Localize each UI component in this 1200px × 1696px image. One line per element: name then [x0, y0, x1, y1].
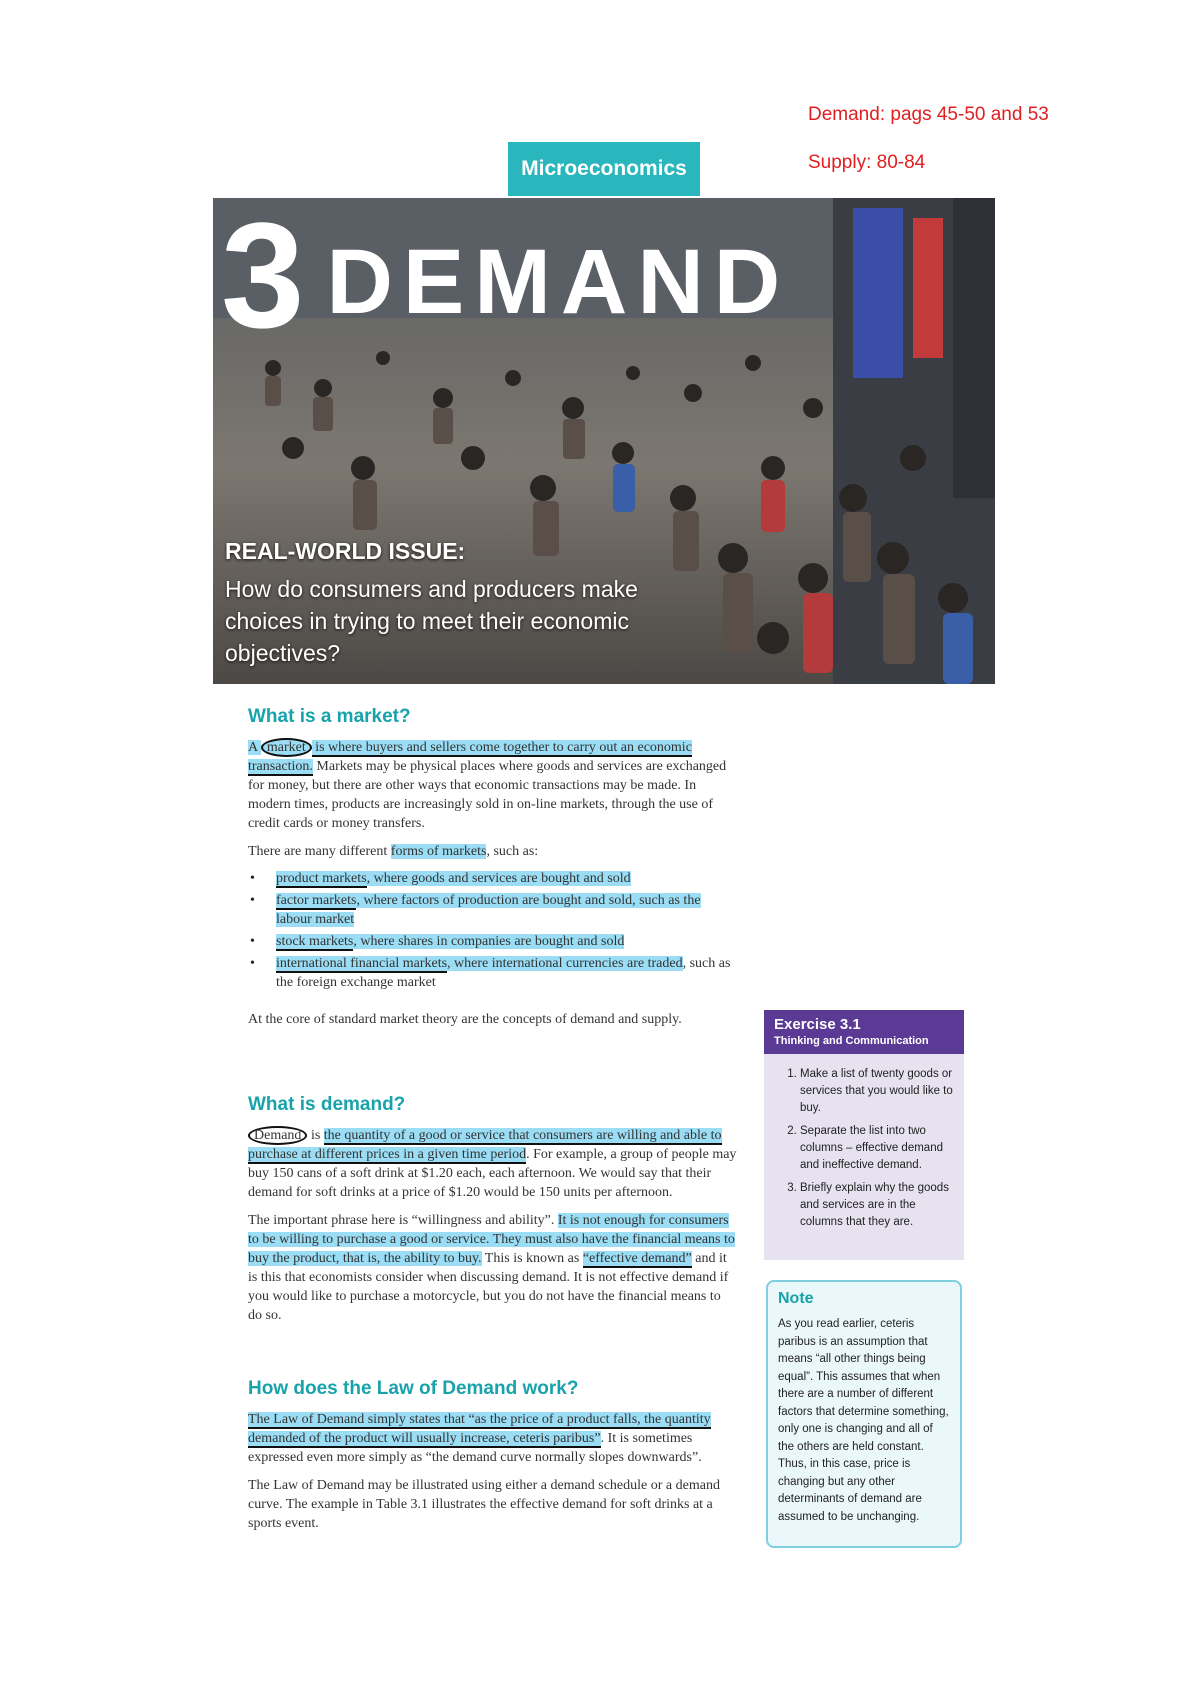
- heading-law-of-demand: How does the Law of Demand work?: [248, 1378, 579, 1399]
- annotation-supply-pages: Supply: 80-84: [808, 152, 926, 173]
- text-run: Markets may be physical places where goods and services are exchanged for money, but there are other ways that economic transactions may be made. In modern times, products are increasingly sold in on-line markets, through the use of credit cards or money transfers.: [248, 759, 727, 831]
- market-definition: is where buyers and sellers come together to carry out an economic transaction.: [248, 740, 692, 774]
- text-run: The important phrase here is “willingness and ability”.: [248, 1213, 558, 1228]
- chapter-title: [221, 198, 791, 359]
- term: international financial markets: [276, 956, 448, 971]
- text-run: . It is sometimes expressed even more simply as “the demand curve normally slopes downwards”.: [248, 1431, 702, 1465]
- market-paragraph-1: [248, 738, 738, 833]
- list-item: [248, 954, 738, 992]
- text-run: There are many different: [248, 844, 391, 859]
- text-run: A: [248, 740, 261, 755]
- term: stock markets: [276, 934, 354, 949]
- text-run: is: [307, 1128, 324, 1143]
- list-item: 1. Make a list of twenty goods or services that you would like to buy.: [800, 1066, 954, 1117]
- exercise-box: [764, 1010, 964, 1260]
- note-body: As you read earlier, ceteris paribus is an assumption that means “all other things being equal”. This assumes that when there are a number of different factors that determine something, only one is changing and all of the others are held constant. Thus, in this case, price is changing but any other determinants of demand are assumed to be unchanging.: [778, 1318, 949, 1523]
- text-run: , such as:: [486, 844, 539, 859]
- real-world-issue: [225, 538, 695, 669]
- law-statement: The Law of Demand simply states that “as the price of a product falls, the quantity demanded of the product will usually increase, ceteris paribus”: [248, 1412, 711, 1446]
- market-paragraph-2: [248, 842, 738, 861]
- note-title: Note: [778, 1290, 814, 1307]
- note-box: [766, 1280, 962, 1548]
- text-run: , where international currencies are traded: [447, 956, 683, 971]
- term-demand: Demand: [248, 1126, 307, 1145]
- forms-of-markets: forms of markets: [390, 844, 487, 859]
- annotation-demand-pages: Demand: pags 45-50 and 53: [808, 104, 1049, 125]
- effective-demand: “effective demand”: [582, 1251, 692, 1266]
- list-item: [248, 932, 738, 951]
- demand-paragraph-1: [248, 1126, 738, 1202]
- issue-label: REAL-WORLD ISSUE:: [225, 538, 466, 564]
- exercise-subtitle: Thinking and Communication: [774, 1035, 929, 1047]
- text-run: This is known as: [481, 1251, 583, 1266]
- heading-what-is-market: What is a market?: [248, 706, 411, 727]
- list-item: [248, 869, 738, 888]
- list-item: 3. Briefly explain why the goods and services are in the columns that they are.: [800, 1180, 954, 1231]
- text-run: , such as the foreign exchange market: [276, 956, 731, 990]
- hero-image: [213, 198, 995, 684]
- text-run: , where factors of production are bought and sold, such as the labour market: [276, 893, 701, 927]
- market-paragraph-3: At the core of standard market theory are the concepts of demand and supply.: [248, 1012, 682, 1027]
- issue-question: How do consumers and producers make choices in trying to meet their economic objectives?: [225, 576, 638, 666]
- law-paragraph-1: [248, 1410, 738, 1467]
- term: product markets: [276, 871, 367, 886]
- demand-paragraph-2: [248, 1211, 738, 1325]
- text-run: . For example, a group of people may buy 150 cans of a soft drink at $1.20 each, each afternoon. We would say that their demand for soft drinks at a price of $1.20 would be 150 units per afternoon.: [248, 1147, 737, 1200]
- heading-what-is-demand: What is demand?: [248, 1094, 406, 1115]
- term-market: market: [261, 738, 312, 757]
- text-run: , where goods and services are bought and sold: [366, 871, 631, 886]
- term: factor markets: [276, 893, 357, 908]
- chapter-number: 3: [221, 198, 305, 359]
- law-paragraph-2: The Law of Demand may be illustrated using either a demand schedule or a demand curve. The example in Table 3.1 illustrates the effective demand for soft drinks at a sports event.: [248, 1478, 720, 1531]
- section-tag: Microeconomics: [508, 142, 700, 196]
- demand-section: [248, 1126, 738, 1325]
- market-section: [248, 738, 738, 1029]
- exercise-list: [764, 1066, 964, 1231]
- text-run: and it is this that economists consider when discussing demand. It is not effective demand if you would like to purchase a motorcycle, but you do not have the financial means to do so.: [248, 1251, 729, 1323]
- exercise-header: [764, 1010, 964, 1054]
- list-item: [248, 891, 738, 929]
- text-run: , where shares in companies are bought and sold: [353, 934, 625, 949]
- exercise-title: Exercise 3.1: [774, 1016, 861, 1033]
- demand-definition: the quantity of a good or service that consumers are willing and able to purchase at different prices in a given time period: [248, 1128, 722, 1162]
- highlight: It is not enough for consumers to be willing to purchase a good or service. They must also have the financial means to buy the product, that is, the ability to buy.: [248, 1213, 735, 1266]
- list-item: 2. Separate the list into two columns – effective demand and ineffective demand.: [800, 1123, 954, 1174]
- chapter-word: DEMAND: [326, 231, 791, 333]
- law-section: [248, 1410, 738, 1533]
- market-types-list: [248, 869, 738, 992]
